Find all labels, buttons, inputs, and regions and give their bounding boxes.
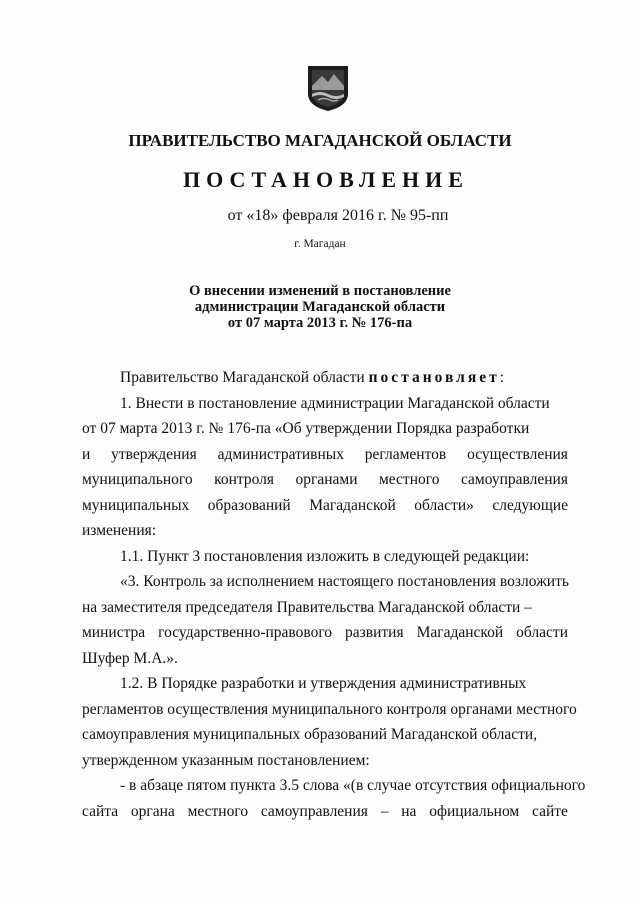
text-line-justified bbox=[82, 620, 568, 646]
text: «3. Контроль за исполнением настоящего постановления возложить bbox=[120, 573, 569, 590]
text-line-justified bbox=[82, 493, 568, 519]
word: развития bbox=[345, 624, 404, 641]
document-city: г. Магадан bbox=[294, 238, 346, 250]
word: муниципального bbox=[82, 471, 193, 488]
word: сайта bbox=[82, 802, 119, 820]
preamble-colon: : bbox=[499, 369, 505, 386]
preamble-keyword: постановляет bbox=[368, 369, 500, 386]
coat-of-arms-icon bbox=[304, 64, 352, 112]
word: Магаданской bbox=[309, 496, 396, 514]
subject-line: О внесении изменений в постановление bbox=[189, 283, 451, 299]
word: официальном bbox=[429, 802, 520, 820]
text-line: изменения: bbox=[82, 522, 157, 539]
word: контроля bbox=[214, 471, 275, 488]
word: министра bbox=[82, 624, 146, 641]
text: 1. Внести в постановление администрации Магаданской области bbox=[120, 394, 550, 412]
text-line: утвержденном указанным постановлением: bbox=[82, 751, 370, 769]
word: Магаданской bbox=[416, 624, 504, 641]
text-line bbox=[82, 595, 568, 621]
document-subject bbox=[0, 283, 640, 331]
word: органами bbox=[295, 471, 358, 488]
word: государственно-правового bbox=[158, 624, 333, 641]
text: самоуправления муниципальных образований Магаданской области, bbox=[82, 726, 538, 743]
word: органа bbox=[130, 802, 175, 820]
text: - в абзаце пятом пункта 3.5 слова «(в случае отсутствия официального bbox=[120, 777, 586, 794]
word: образований bbox=[207, 496, 291, 514]
organization-title: ПРАВИТЕЛЬСТВО МАГАДАНСКОЙ ОБЛАСТИ bbox=[128, 131, 512, 150]
text-line bbox=[82, 671, 568, 697]
text-line-justified bbox=[82, 467, 568, 493]
document-date-number: от «18» февраля 2016 г. № 95-пп bbox=[227, 207, 449, 224]
word: области bbox=[516, 624, 568, 641]
word: административных bbox=[217, 445, 344, 463]
preamble-text: Правительство Магаданской области bbox=[120, 369, 369, 386]
text-line bbox=[82, 773, 586, 799]
word: сайте bbox=[532, 802, 568, 820]
word: области» bbox=[414, 496, 474, 514]
text-line bbox=[82, 391, 568, 417]
text-line bbox=[82, 722, 568, 748]
word: регламентов bbox=[364, 445, 447, 463]
word: местного bbox=[378, 471, 440, 488]
word: осуществления bbox=[467, 445, 568, 463]
document-type: ПОСТАНОВЛЕНИЕ bbox=[183, 167, 469, 192]
text-line bbox=[82, 569, 568, 595]
text-line-justified bbox=[82, 442, 568, 468]
word: и bbox=[82, 445, 91, 463]
word: самоуправления bbox=[260, 802, 368, 820]
word: следующие bbox=[492, 496, 568, 514]
text-line bbox=[82, 416, 568, 442]
word: самоуправления bbox=[460, 471, 568, 488]
subject-line: администрации Магаданской области bbox=[194, 299, 446, 315]
paragraph-preamble bbox=[82, 365, 568, 391]
text-line bbox=[82, 697, 577, 723]
text: на заместителя председателя Правительства Магаданской области – bbox=[82, 598, 532, 616]
text: 1.2. В Порядке разработки и утверждения административных bbox=[120, 675, 527, 692]
text-line-justified bbox=[82, 799, 568, 825]
word: муниципальных bbox=[82, 496, 190, 514]
subject-line: от 07 марта 2013 г. № 176-па bbox=[227, 315, 413, 331]
text-line: Шуфер М.А.». bbox=[82, 649, 178, 667]
word: – bbox=[380, 802, 389, 820]
word: утверждения bbox=[111, 445, 197, 463]
text: регламентов осуществления муниципального контроля органами местного bbox=[82, 700, 577, 718]
word: местного bbox=[187, 802, 249, 820]
document-body bbox=[82, 365, 586, 824]
paragraph-1-1: 1.1. Пункт 3 постановления изложить в следующей редакции: bbox=[120, 547, 530, 565]
text: от 07 марта 2013 г. № 176-па «Об утверждении Порядка разработки bbox=[82, 420, 530, 437]
word: на bbox=[401, 802, 417, 820]
